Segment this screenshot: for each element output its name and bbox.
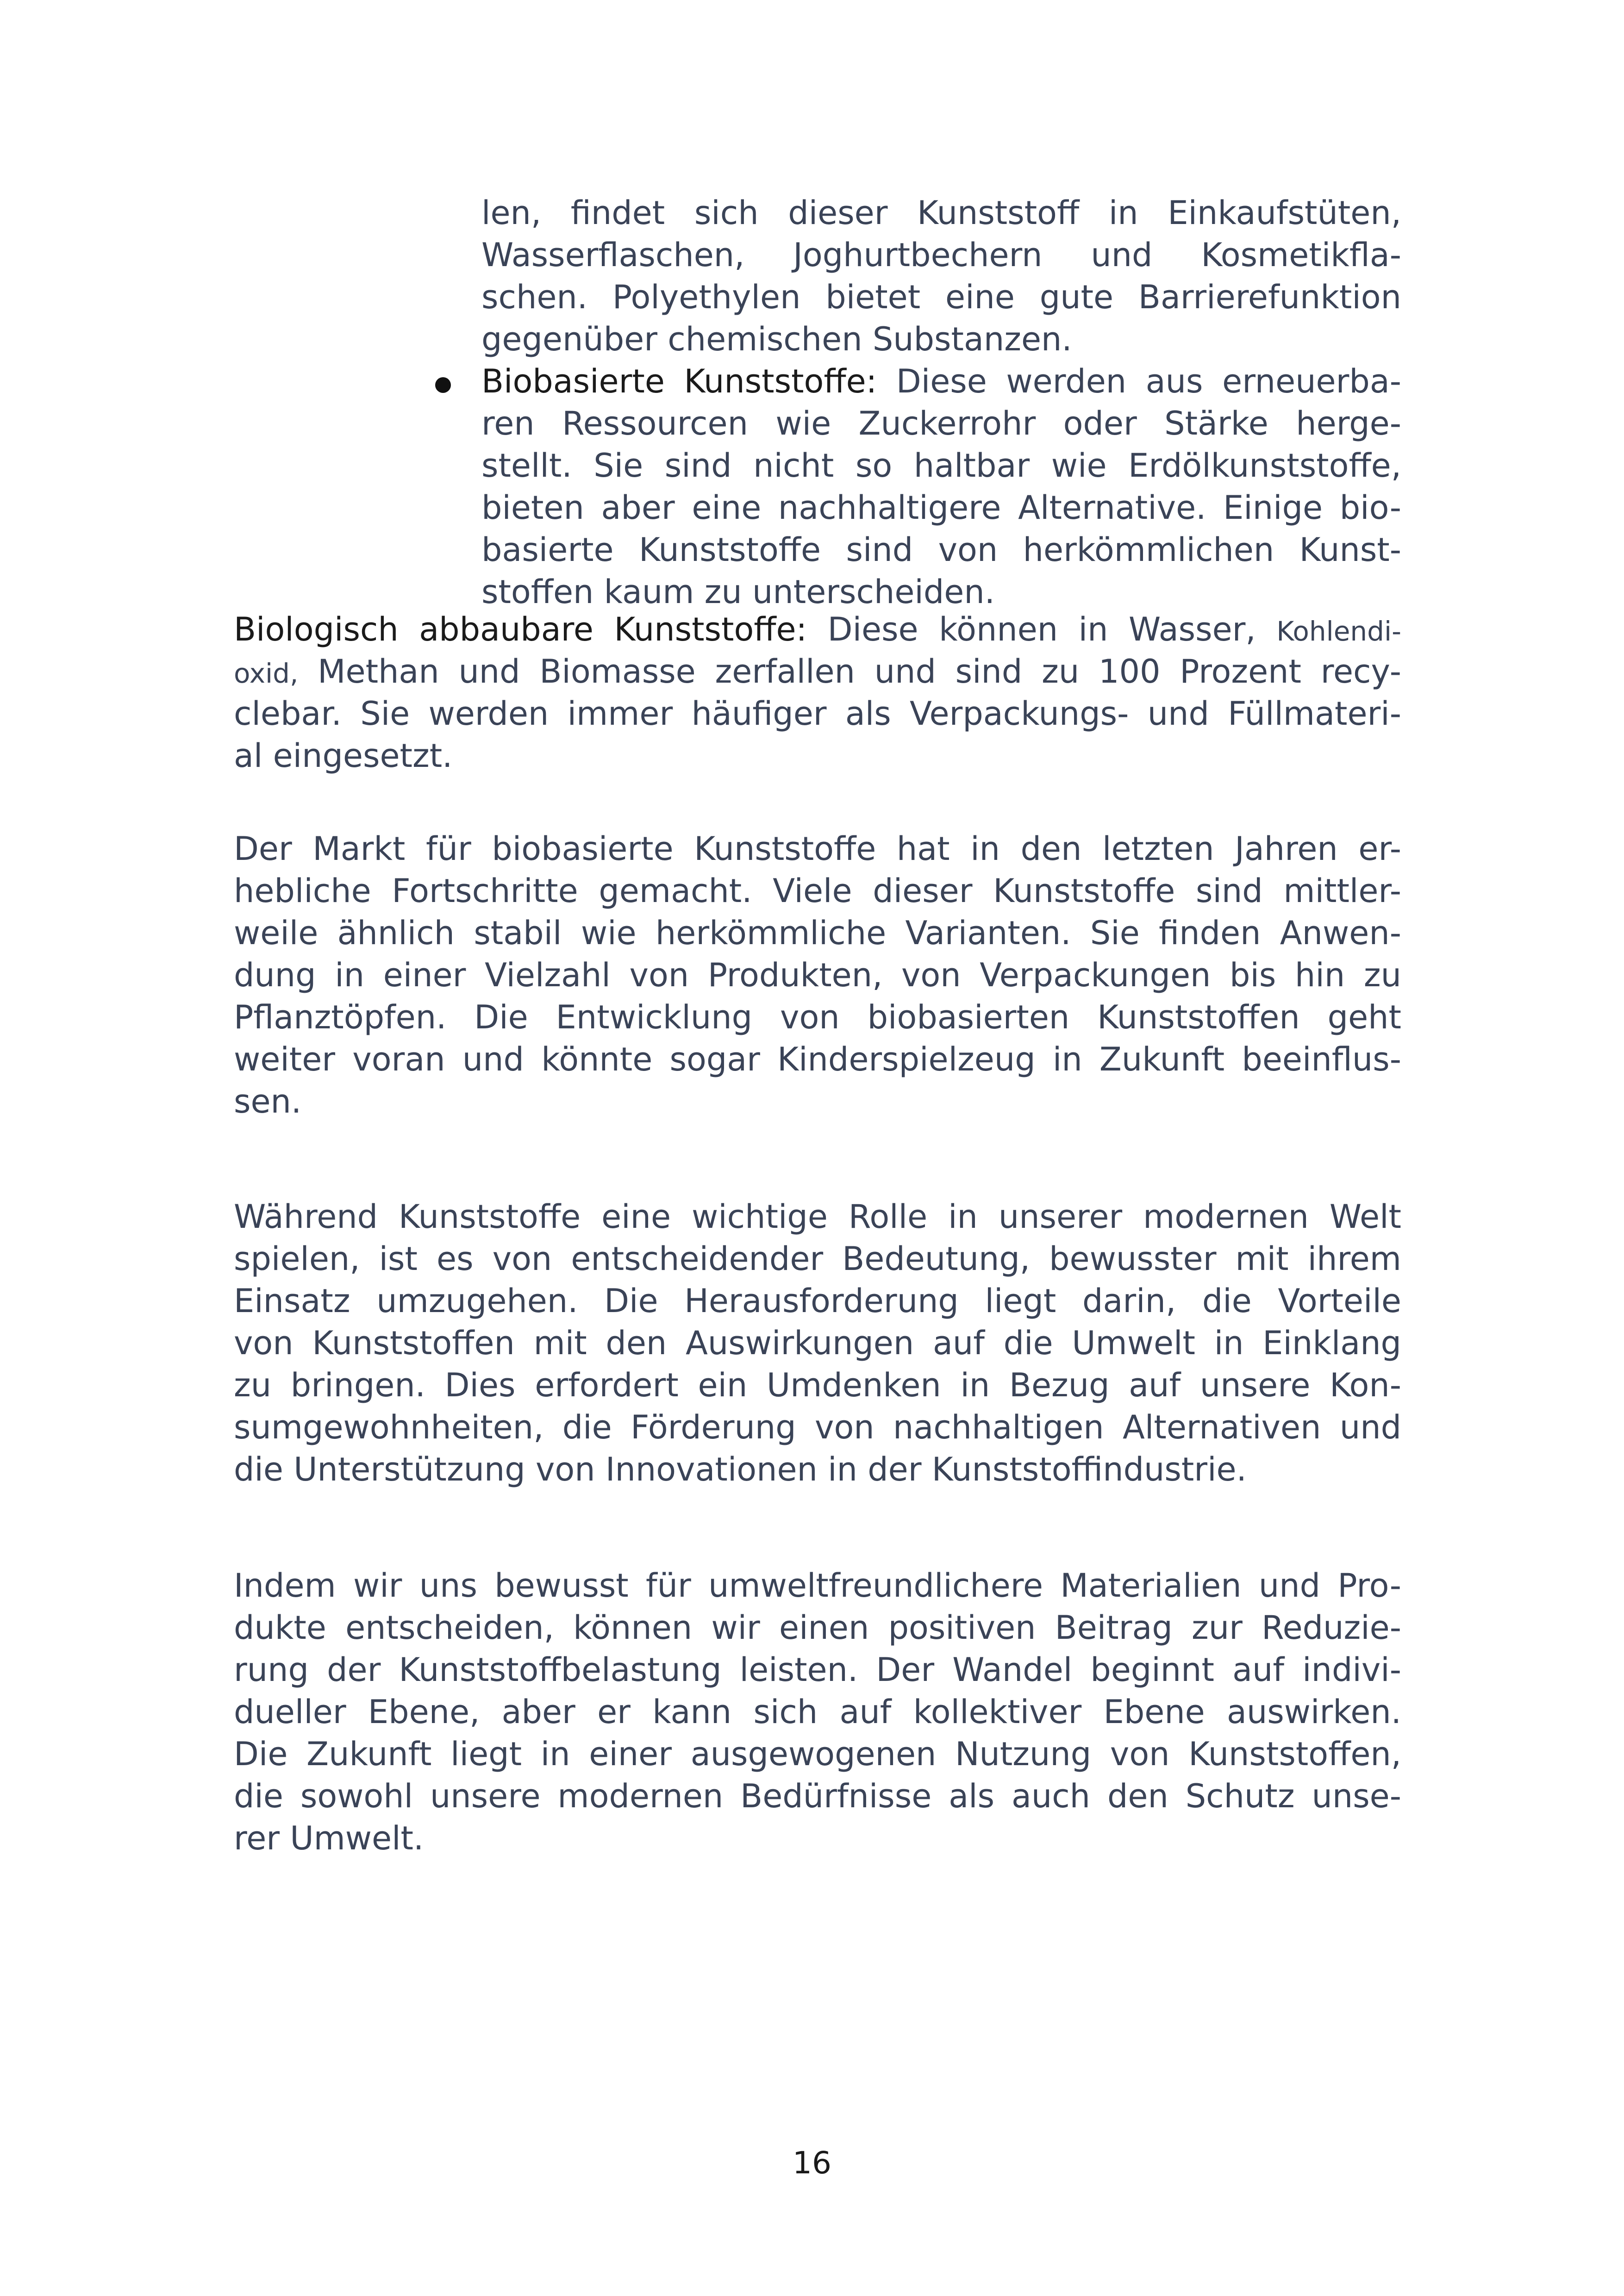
text-line: Einsatz umzugehen. Die Herausforderung liegt darin, die Vorteile [234,1282,1401,1320]
text-line: Die Zukunft liegt in einer ausgewogenen Nutzung von Kunststoffen, [234,1735,1401,1773]
text-line: len, findet sich dieser Kunststoff in Einkaufstüten, [481,194,1401,232]
text-line: clebar. Sie werden immer häufiger als Verpackungs- und Füllmateri- [234,695,1401,733]
list-item-continued [481,192,1401,361]
text-line: die sowohl unsere modernen Bedürfnisse als auch den Schutz unse- [234,1777,1401,1815]
text-line: basierte Kunststoffe sind von herkömmlichen Kunst- [481,531,1401,569]
text-line: sumgewohnheiten, die Förderung von nachhaltigen Alternativen und [234,1408,1401,1446]
text-line: von Kunststoffen mit den Auswirkungen auf die Umwelt in Einklang [234,1324,1401,1362]
text-line: dueller Ebene, aber er kann sich auf kollektiver Ebene auswirken. [234,1693,1401,1731]
page-number: 16 [793,2145,831,2181]
text-line: Wasserflaschen, Joghurtbechern und Kosmetikfla- [481,236,1401,274]
text-line [234,609,1401,651]
paragraph-future [234,1565,1401,1860]
small-text: Kohlendi- [1276,616,1401,647]
text-line: schen. Polyethylen bietet eine gute Barrierefunktion [481,278,1401,316]
text-line [481,361,1401,403]
text-line: sen. [234,1083,302,1120]
text-line: Pflanztöpfen. Die Entwicklung von biobasierten Kunststoffen geht [234,998,1401,1036]
term-label: Biobasierte Kunststoffe: [481,362,877,400]
term-description: Diese können in Wasser, [807,610,1277,648]
text-line: rer Umwelt. [234,1819,424,1857]
line-text: Methan und Biomasse zerfallen und sind zu 100 Prozent recy- [298,653,1401,691]
text-line: gegenüber chemischen Substanzen. [481,320,1072,358]
text-line: bieten aber eine nachhaltigere Alternative. Einige bio- [481,489,1401,527]
text-line: zu bringen. Dies erfordert ein Umdenken in Bezug auf unsere Kon- [234,1366,1401,1404]
text-line: stellt. Sie sind nicht so haltbar wie Erdölkunststoffe, [481,447,1401,485]
small-text: oxid, [234,658,299,689]
text-line: al eingesetzt. [234,737,453,775]
text-line: rung der Kunststoffbelastung leisten. Der Wandel beginnt auf indivi- [234,1651,1401,1689]
text-line: ren Ressourcen wie Zuckerrohr oder Stärke herge- [481,404,1401,442]
text-line: die Unterstützung von Innovationen in der Kunststoffindustrie. [234,1450,1247,1488]
text-line: Während Kunststoffe eine wichtige Rolle in unserer modernen Welt [234,1198,1401,1236]
text-line: weiter voran und könnte sogar Kinderspielzeug in Zukunft beeinflus- [234,1040,1401,1078]
list-item-biobased [481,361,1401,613]
text-line: dukte entscheiden, können wir einen positiven Beitrag zur Reduzie- [234,1609,1401,1647]
text-line: hebliche Fortschritte gemacht. Viele dieser Kunststoffe sind mittler- [234,872,1401,910]
text-line: weile ähnlich stabil wie herkömmliche Varianten. Sie finden Anwen- [234,914,1401,952]
text-line: Der Markt für biobasierte Kunststoffe hat in den letzten Jahren er- [234,830,1401,868]
term-description: Diese werden aus erneuerba- [877,362,1401,400]
text-line: stoffen kaum zu unterscheiden. [481,573,995,611]
paragraph-role [234,1196,1401,1491]
text-line: Indem wir uns bewusst für umweltfreundlichere Materialien und Pro- [234,1567,1401,1605]
text-line: dung in einer Vielzahl von Produkten, von Verpackungen bis hin zu [234,956,1401,994]
biodegradable-section [234,609,1401,777]
text-line [234,651,1401,693]
text-line: spielen, ist es von entscheidender Bedeutung, bewusster mit ihrem [234,1240,1401,1278]
bullet-icon [435,377,451,393]
term-label: Biologisch abbaubare Kunststoffe: [234,610,807,648]
paragraph-market [234,828,1401,1123]
